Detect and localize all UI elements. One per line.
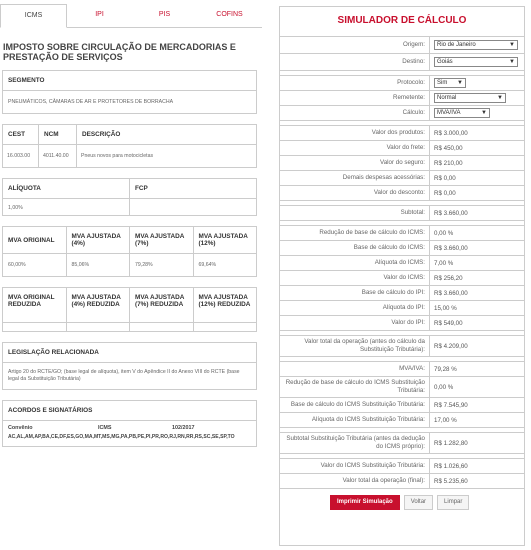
- sim-row: [280, 206, 524, 221]
- destino-label: Destino:: [280, 54, 430, 70]
- calculo-select[interactable]: [434, 108, 490, 118]
- sim-row-label: Valor do desconto:: [280, 186, 430, 200]
- destino-select[interactable]: [434, 57, 518, 67]
- protocolo-row: [280, 76, 524, 91]
- chevron-down-icon: ▼: [509, 59, 515, 65]
- segmento-value: PNEUMÁTICOS, CÂMARAS DE AR E PROTETORES DE BORRACHA: [8, 99, 174, 105]
- legislacao-value: Artigo 20 do RCTE/GO; (base legal de alíquota), item V do Apêndice II do Anexo VIII do RCTE (base legal da Substituição Tributária): [8, 369, 240, 382]
- sim-row-label: Subtotal:: [280, 206, 430, 220]
- origem-row: [280, 37, 524, 54]
- ncm-value: 4011.40.00: [39, 145, 77, 167]
- tab-icms[interactable]: ICMS: [0, 4, 67, 28]
- sim-row-value: R$ 549,00: [434, 319, 463, 327]
- mva-reduzida-box: [2, 287, 257, 332]
- protocolo-select-value: Sim: [437, 80, 448, 86]
- fcp-header: FCP: [130, 179, 256, 199]
- sim-row-label: Alíquota do ICMS:: [280, 256, 430, 270]
- chevron-down-icon: ▼: [497, 95, 503, 101]
- sim-row: [280, 256, 524, 271]
- calculo-select-value: MVA/IVA: [437, 110, 461, 116]
- convenio-label: Convênio: [8, 425, 33, 431]
- destino-row: [280, 54, 524, 71]
- sim-group-rows4: [280, 336, 524, 357]
- sim-group-rows1: [280, 126, 524, 201]
- sim-row: [280, 377, 524, 398]
- mva-ajustada-12-value: 69,64%: [198, 262, 217, 268]
- sim-row-label: Subtotal Substituição Tributária (antes da dedução do ICMS próprio):: [280, 433, 430, 453]
- sim-row: [280, 433, 524, 454]
- page-title: IMPOSTO SOBRE CIRCULAÇÃO DE MERCADORIAS E PRESTAÇÃO DE SERVIÇOS: [3, 42, 236, 62]
- tax-tabs: [0, 4, 262, 28]
- sim-row-value: 79,28 %: [434, 365, 457, 373]
- sim-row-label: Valor do ICMS:: [280, 271, 430, 285]
- chevron-down-icon: ▼: [457, 80, 463, 86]
- sim-row-label: Valor dos produtos:: [280, 126, 430, 140]
- sim-row-label: Demais despesas acessórias:: [280, 171, 430, 185]
- sim-row-value: R$ 3.000,00: [434, 129, 468, 137]
- sim-row: [280, 271, 524, 286]
- sim-row: [280, 171, 524, 186]
- sim-row: [280, 186, 524, 201]
- cest-header: CEST: [3, 125, 39, 145]
- sim-row: [280, 316, 524, 331]
- remetente-select-value: Normal: [437, 95, 457, 101]
- tab-ipi[interactable]: IPI: [95, 11, 104, 18]
- sim-row-label: Valor do seguro:: [280, 156, 430, 170]
- mva-original-header: MVA ORIGINAL: [3, 227, 67, 253]
- ncm-header: NCM: [39, 125, 77, 145]
- legislacao-box: [2, 342, 257, 390]
- cest-box: [2, 124, 257, 168]
- sim-row: [280, 156, 524, 171]
- mva-ajustada-12-reduzida-value: [194, 323, 257, 331]
- sim-row-value: 0,00 %: [434, 383, 454, 391]
- clear-button[interactable]: Limpar: [437, 495, 469, 510]
- sim-row-label: Valor total da operação (antes do cálculo da Substituição Tributária):: [280, 336, 430, 356]
- sim-row-value: R$ 4.209,00: [434, 342, 468, 350]
- sim-row-value: R$ 7.545,90: [434, 401, 468, 409]
- sim-row-value: R$ 0,00: [434, 174, 456, 182]
- legislacao-header: LEGISLAÇÃO RELACIONADA: [3, 343, 256, 363]
- protocolo-label: Protocolo:: [280, 76, 430, 90]
- fcp-value: [130, 199, 256, 215]
- sim-row-label: Redução de base de cálculo do ICMS Substituição Tributária:: [280, 377, 430, 397]
- sim-row: [280, 241, 524, 256]
- mva-ajustada-4-value: 85,06%: [67, 254, 131, 276]
- mva-original-reduzida-value: [3, 323, 67, 331]
- sim-group-rows3: [280, 226, 524, 331]
- mva-ajustada-7-header: MVA AJUSTADA (7%): [130, 227, 194, 253]
- origem-select-value: Rio de Janeiro: [437, 42, 476, 48]
- remetente-label: Remetente:: [280, 91, 430, 105]
- sim-row-label: Valor total da operação (final):: [280, 474, 430, 488]
- sim-group-rows2: [280, 206, 524, 221]
- sim-row-value: 0,00 %: [434, 229, 454, 237]
- sim-row: [280, 398, 524, 413]
- simulador-panel: [279, 6, 525, 546]
- signatarios-list: AC,AL,AM,AP,BA,CE,DF,ES,GO,MA,MT,MS,MG,PA,PB,PE,PI,PR,RO,RJ,RN,RR,RS,SC,SE,SP,TO: [8, 434, 235, 440]
- sim-group-rows5: [280, 362, 524, 428]
- sim-row: [280, 126, 524, 141]
- mva-original-value: 60,00%: [3, 254, 67, 276]
- mva-ajustada-12-reduzida-header: MVA AJUSTADA (12%) REDUZIDA: [198, 294, 251, 308]
- sim-row-label: Base de cálculo do ICMS Substituição Tributária:: [280, 398, 430, 412]
- convenio-number: 102/2017: [172, 425, 195, 431]
- sim-row-label: Valor do ICMS Substituição Tributária:: [280, 459, 430, 473]
- icms-label: ICMS: [98, 425, 112, 431]
- descricao-value: Pneus novos para motocicletas: [81, 153, 154, 159]
- sim-row-value: 7,00 %: [434, 259, 454, 267]
- remetente-select[interactable]: [434, 93, 506, 103]
- sim-row-value: 17,00 %: [434, 416, 457, 424]
- tab-cofins[interactable]: COFINS: [216, 11, 243, 18]
- calculo-label: Cálculo:: [280, 106, 430, 120]
- sim-row: [280, 362, 524, 377]
- sim-row-value: R$ 5.235,60: [434, 477, 468, 485]
- sim-row: [280, 141, 524, 156]
- sim-row-label: Valor do IPI:: [280, 316, 430, 330]
- sim-row: [280, 301, 524, 316]
- sim-row: [280, 226, 524, 241]
- destino-select-value: Goiás: [437, 59, 453, 65]
- sim-row-label: Base de cálculo do ICMS:: [280, 241, 430, 255]
- sim-row-label: Alíquota do ICMS Substituição Tributária:: [280, 413, 430, 427]
- sim-row: [280, 336, 524, 357]
- sim-row-value: R$ 0,00: [434, 189, 456, 197]
- chevron-down-icon: ▼: [509, 42, 515, 48]
- sim-row: [280, 474, 524, 489]
- acordos-box: [2, 400, 257, 447]
- sim-row-value: R$ 3.660,00: [434, 289, 468, 297]
- sim-row-value: R$ 1.026,60: [434, 462, 468, 470]
- mva-ajustada-7-value: 79,28%: [130, 254, 194, 276]
- sim-row-value: R$ 3.660,00: [434, 244, 468, 252]
- sim-row: [280, 286, 524, 301]
- protocolo-select[interactable]: [434, 78, 466, 88]
- mva-ajustada-7-reduzida-value: [130, 323, 194, 331]
- mva-box: [2, 226, 257, 277]
- origem-select[interactable]: [434, 40, 518, 50]
- mva-ajustada-4-reduzida-header: MVA AJUSTADA (4%) REDUZIDA: [67, 288, 131, 322]
- sim-row-label: MVA/IVA:: [280, 362, 430, 376]
- sim-row-label: Redução de base de cálculo do ICMS:: [280, 226, 430, 240]
- sim-group-rows7: [280, 459, 524, 489]
- action-buttons: [280, 489, 524, 510]
- print-simulation-button[interactable]: Imprimir Simulação: [330, 495, 400, 510]
- sim-row-value: R$ 1.282,80: [434, 439, 468, 447]
- back-button[interactable]: Voltar: [404, 495, 433, 510]
- acordos-content: [3, 421, 256, 446]
- aliquota-value: 1,00%: [3, 199, 130, 215]
- mva-original-reduzida-header: MVA ORIGINAL REDUZIDA: [3, 288, 67, 322]
- calculo-row: [280, 106, 524, 121]
- sim-row-value: R$ 210,00: [434, 159, 463, 167]
- segmento-box: [2, 70, 257, 114]
- sim-row-label: Alíquota do IPI:: [280, 301, 430, 315]
- mva-ajustada-12-header: MVA AJUSTADA (12%): [198, 233, 248, 247]
- aliquota-header: ALÍQUOTA: [3, 179, 130, 199]
- sim-row: [280, 413, 524, 428]
- acordos-header: ACORDOS E SIGNATÁRIOS: [3, 401, 256, 421]
- sim-row-value: R$ 450,00: [434, 144, 463, 152]
- descricao-header: DESCRIÇÃO: [77, 125, 256, 145]
- aliquota-box: [2, 178, 257, 216]
- sim-row-value: R$ 3.660,00: [434, 209, 468, 217]
- mva-ajustada-4-header: MVA AJUSTADA (4%): [67, 227, 131, 253]
- sim-row: [280, 459, 524, 474]
- origem-label: Origem:: [280, 37, 430, 53]
- cest-value: 16.003.00: [3, 145, 39, 167]
- segmento-header: SEGMENTO: [3, 71, 256, 91]
- mva-ajustada-7-reduzida-header: MVA AJUSTADA (7%) REDUZIDA: [130, 288, 194, 322]
- sim-group-rows6: [280, 433, 524, 454]
- chevron-down-icon: ▼: [481, 110, 487, 116]
- sim-row-label: Base de cálculo do IPI:: [280, 286, 430, 300]
- simulador-title: SIMULADOR DE CÁLCULO: [280, 7, 524, 37]
- tab-pis[interactable]: PIS: [158, 11, 171, 18]
- product-info-panel: [0, 0, 262, 550]
- mva-ajustada-4-reduzida-value: [67, 323, 131, 331]
- remetente-row: [280, 91, 524, 106]
- sim-row-value: 15,00 %: [434, 304, 457, 312]
- sim-row-label: Valor do frete:: [280, 141, 430, 155]
- sim-row-value: R$ 256,20: [434, 274, 463, 282]
